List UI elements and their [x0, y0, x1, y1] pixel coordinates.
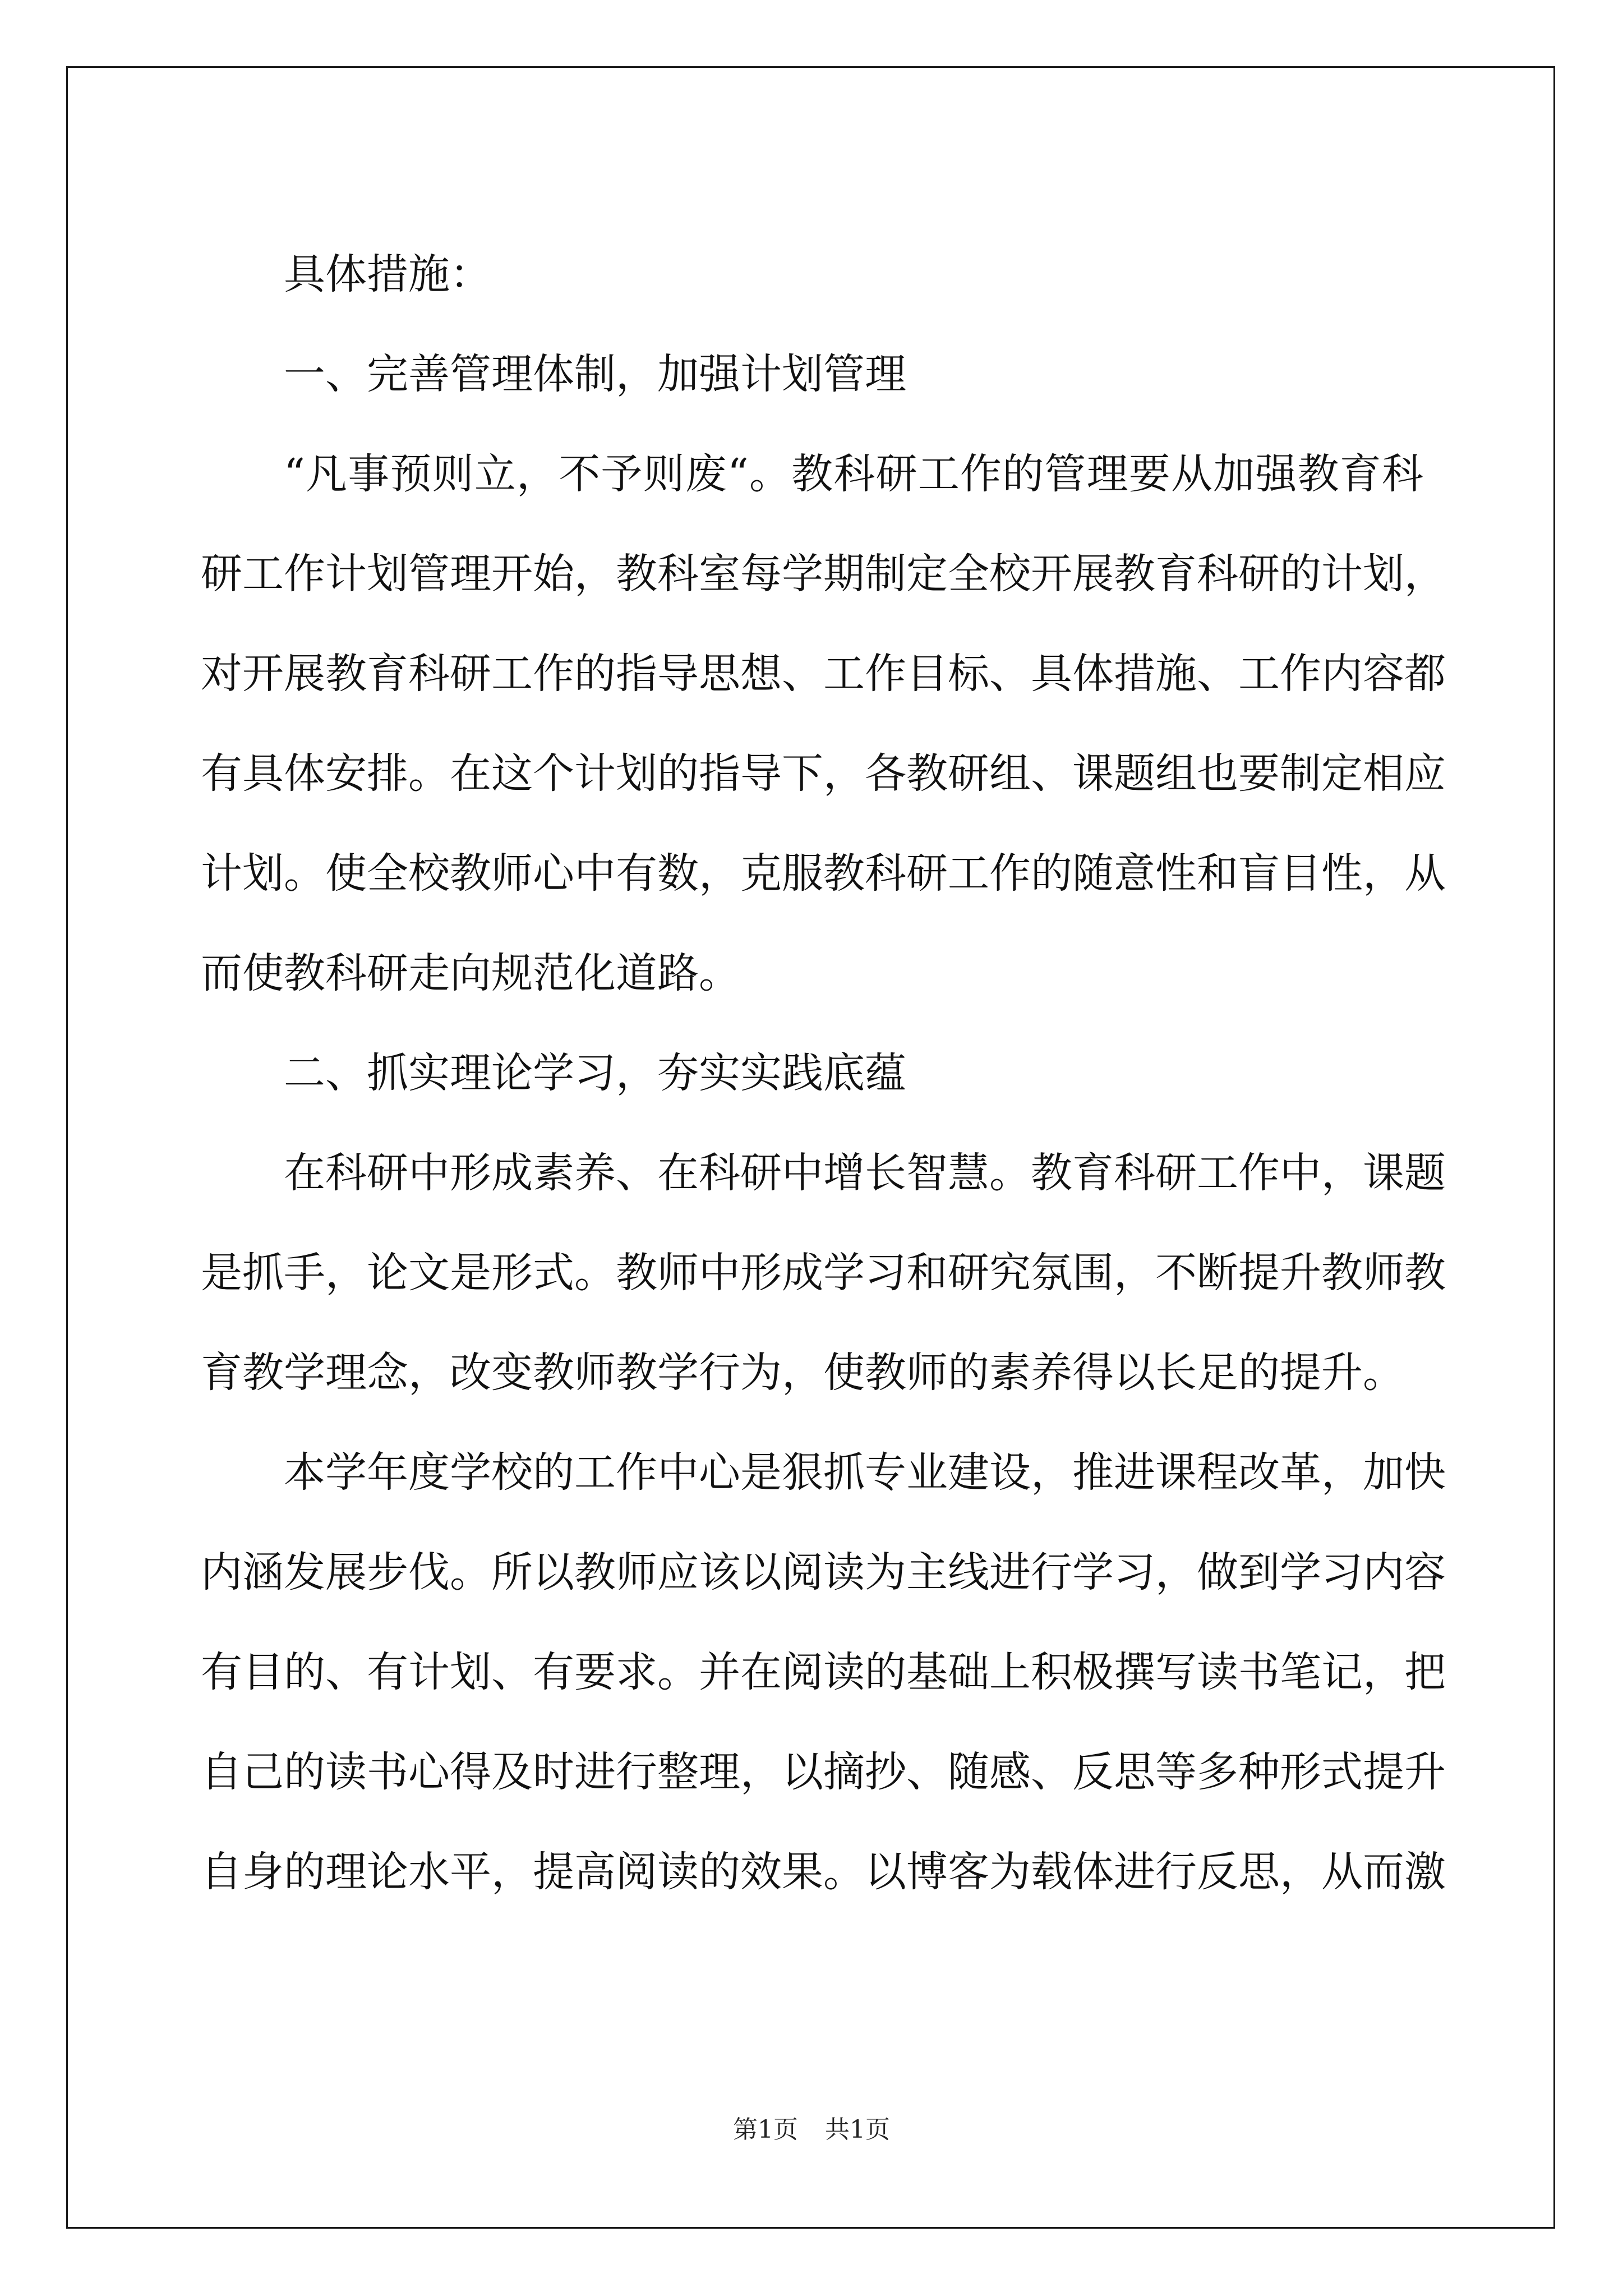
section-heading: 一、完善管理体制，加强计划管理: [284, 350, 906, 398]
page-footer: [0, 2109, 1623, 2145]
text-line: 计划。使全校教师心中有数，克服教科研工作的随意性和盲目性，从: [201, 849, 1446, 898]
text-line: 研工作计划管理开始，教科室每学期制定全校开展教育科研的计划，: [201, 550, 1446, 598]
text-line: 具体措施：: [284, 250, 491, 298]
text-line: 育教学理念，改变教师教学行为，使教师的素养得以长足的提升。: [201, 1349, 1404, 1397]
text-line: 有目的、有计划、有要求。并在阅读的基础上积极撰写读书笔记，把: [201, 1648, 1446, 1696]
text-line: 本学年度学校的工作中心是狠抓专业建设，推进课程改革，加快: [284, 1448, 1446, 1497]
page-number: 第1页: [733, 2115, 798, 2144]
text-line: 对开展教育科研工作的指导思想、工作目标、具体措施、工作内容都: [201, 650, 1446, 698]
text-line: 自身的理论水平，提高阅读的效果。以博客为载体进行反思，从而激: [201, 1848, 1446, 1896]
text-line: 自己的读书心得及时进行整理，以摘抄、随感、反思等多种形式提升: [201, 1748, 1446, 1796]
text-line: 内涵发展步伐。所以教师应该以阅读为主线进行学习，做到学习内容: [201, 1548, 1446, 1596]
text-line: 而使教科研走向规范化道路。: [201, 949, 740, 997]
text-line: 有具体安排。在这个计划的指导下，各教研组、课题组也要制定相应: [201, 749, 1446, 798]
page-total: 共1页: [825, 2115, 890, 2144]
text-line: “凡事预则立，不予则废“。教科研工作的管理要从加强教育科: [284, 450, 1423, 498]
text-line: 在科研中形成素养、在科研中增长智慧。教育科研工作中，课题: [284, 1149, 1446, 1197]
document-body: [201, 224, 1446, 1922]
text-line: 是抓手，论文是形式。教师中形成学习和研究氛围，不断提升教师教: [201, 1249, 1446, 1297]
section-heading: 二、抓实理论学习，夯实实践底蕴: [284, 1049, 906, 1097]
